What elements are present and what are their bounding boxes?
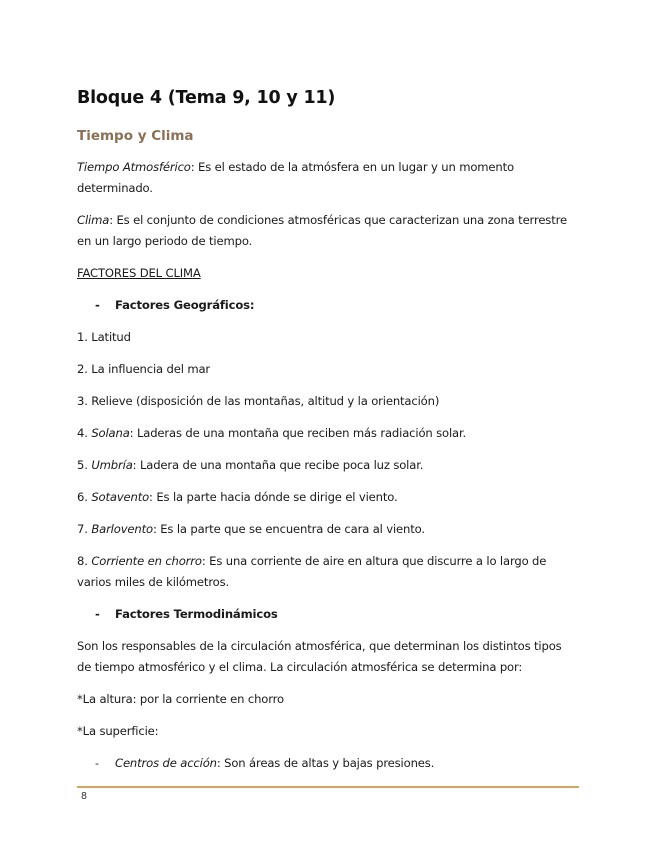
definition-clima [77, 210, 577, 252]
bullet-dash: - [95, 607, 100, 621]
definition-text: : Es el estado de la atmósfera en un lugar y un momento determinado. [77, 160, 514, 195]
factores-heading: FACTORES DEL CLIMA [77, 266, 201, 280]
item-term: Solana [91, 426, 130, 440]
item-text: : Es la parte hacia dónde se dirige el viento. [149, 490, 398, 504]
bullet-label [115, 753, 434, 774]
thermo-paragraph: Son los responsables de la circulación atmosférica, que determinan los distintos tipos de tiempo atmosférico y el clima. La circulación atmosférica se determina por: [77, 639, 562, 674]
list-item [77, 391, 577, 412]
item-term: Umbría [91, 458, 133, 472]
item-term: Corriente en chorro [91, 554, 202, 568]
item-number: 7. [77, 522, 92, 536]
bullet-termodinamicos [77, 604, 577, 625]
altura-line: *La altura: por la corriente en chorro [77, 692, 284, 706]
page-title: Bloque 4 (Tema 9, 10 y 11) [77, 88, 336, 108]
item-text: 3. Relieve (disposición de las montañas, altitud y la orientación) [77, 394, 440, 408]
item-text: : Es la parte que se encuentra de cara al viento. [152, 522, 425, 536]
list-item [77, 423, 577, 444]
footer-divider [77, 786, 579, 788]
section-subtitle: Tiempo y Clima [77, 128, 194, 144]
page-content [77, 86, 577, 774]
page-number: 8 [81, 791, 88, 802]
definition-term: Clima [77, 213, 110, 227]
list-item [77, 487, 577, 508]
list-item [77, 327, 577, 348]
definition-term: Tiempo Atmosférico [77, 160, 191, 174]
bullet-dash: - [95, 298, 100, 312]
bullet-centros [77, 753, 577, 774]
bullet-geograficos [77, 295, 577, 316]
item-number: 6. [77, 490, 92, 504]
list-item [77, 551, 577, 593]
item-text: : Ladera de una montaña que recibe poca luz solar. [132, 458, 424, 472]
list-item [77, 359, 577, 380]
item-text: : Laderas de una montaña que reciben más radiación solar. [129, 426, 467, 440]
item-text: 2. La influencia del mar [77, 362, 211, 376]
definition-tiempo [77, 157, 577, 199]
item-number: 8. [77, 554, 92, 568]
list-item [77, 519, 577, 540]
item-term: Sotavento [91, 490, 150, 504]
bullet-label: Factores Geográficos: [115, 298, 255, 312]
item-term: Centros de acción [115, 756, 217, 770]
item-number: 5. [77, 458, 92, 472]
item-text: : Son áreas de altas y bajas presiones. [216, 756, 435, 770]
list-item [77, 455, 577, 476]
superficie-line: *La superficie: [77, 724, 159, 738]
definition-text: : Es el conjunto de condiciones atmosféricas que caracterizan una zona terrestre en un largo periodo de tiempo. [77, 213, 567, 248]
item-number: 4. [77, 426, 92, 440]
item-text: 1. Latitud [77, 330, 131, 344]
bullet-dash: - [95, 757, 99, 770]
item-term: Barlovento [91, 522, 153, 536]
item-text: : Es una corriente de aire en altura que discurre a lo largo de varios miles de kilómetros. [77, 554, 547, 589]
bullet-label: Factores Termodinámicos [115, 607, 278, 621]
